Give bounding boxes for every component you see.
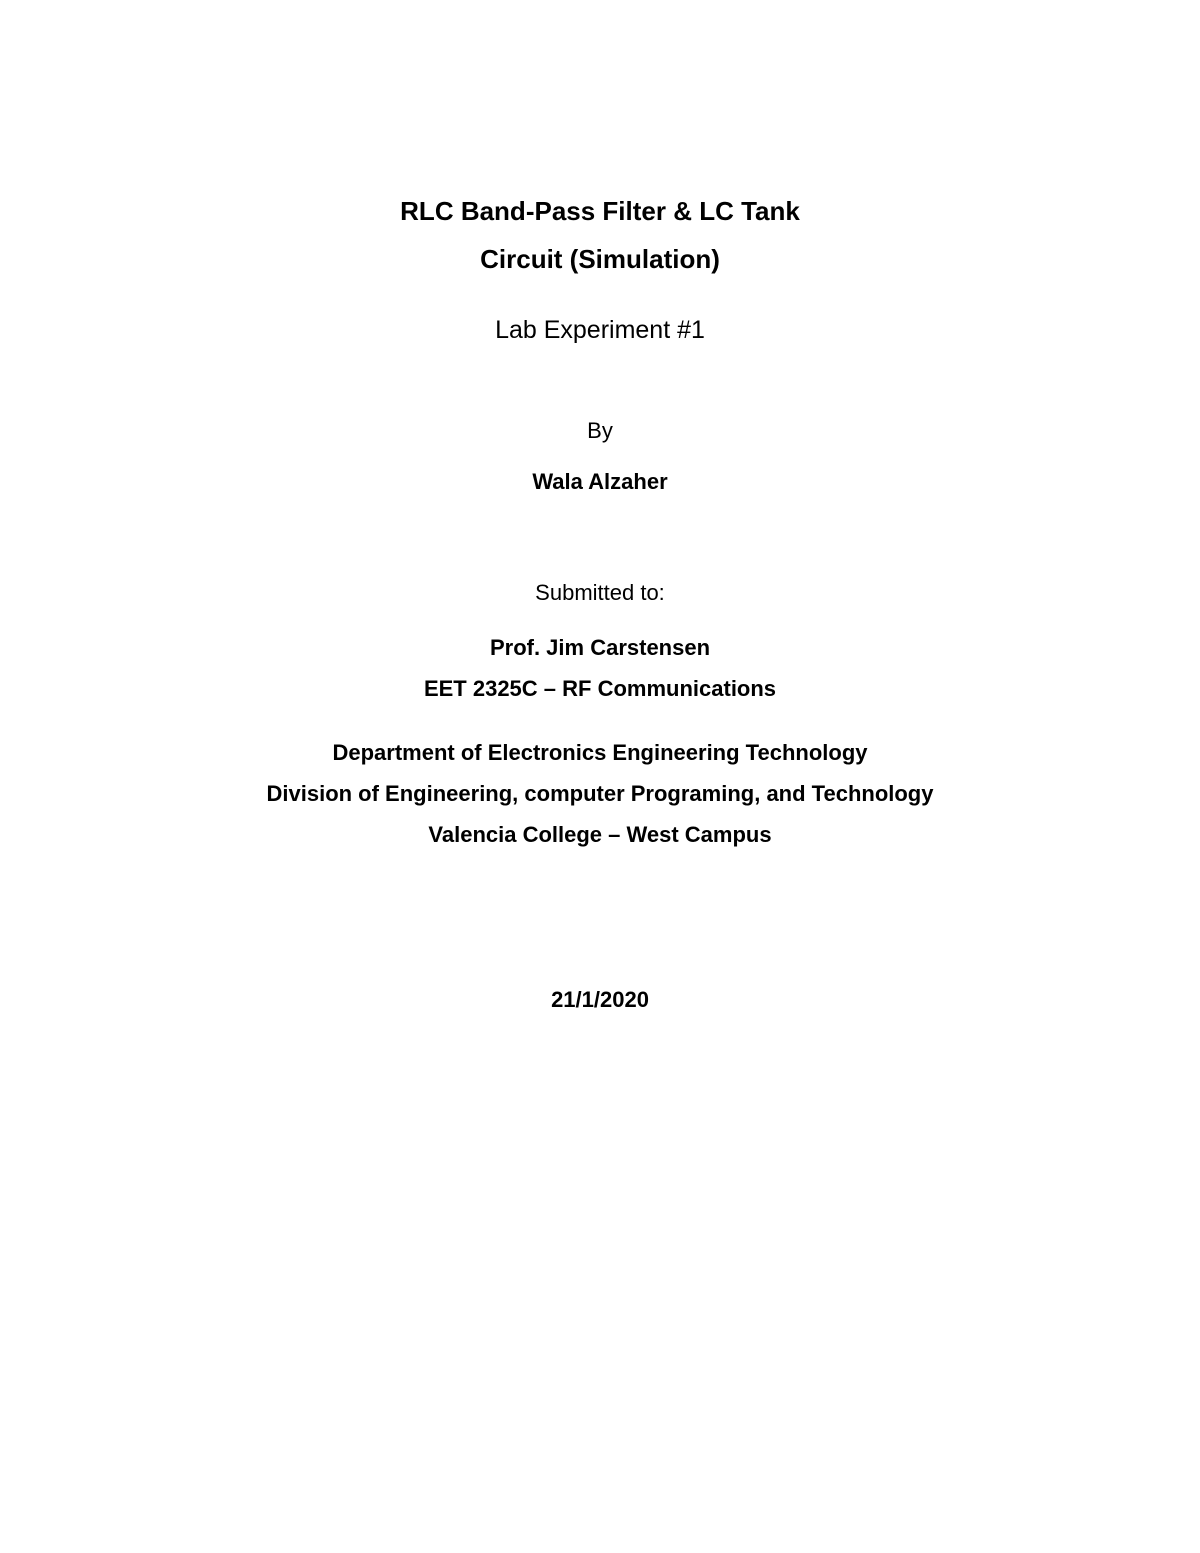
title-line-2: Circuit (Simulation) — [480, 244, 720, 274]
by-label: By — [587, 418, 613, 443]
author-name: Wala Alzaher — [532, 469, 668, 494]
division-name: Division of Engineering, computer Programing, and Technology — [266, 781, 934, 806]
submitted-to-label: Submitted to: — [535, 580, 665, 605]
title-line-1: RLC Band-Pass Filter & LC Tank — [400, 196, 800, 226]
professor-name: Prof. Jim Carstensen — [489, 635, 711, 660]
college-name: Valencia College – West Campus — [428, 822, 772, 847]
submission-date: 21/1/2020 — [551, 987, 649, 1012]
experiment-label: Lab Experiment #1 — [495, 316, 705, 344]
department-name: Department of Electronics Engineering Technology — [332, 740, 868, 765]
course-name: EET 2325C – RF Communications — [423, 676, 777, 701]
